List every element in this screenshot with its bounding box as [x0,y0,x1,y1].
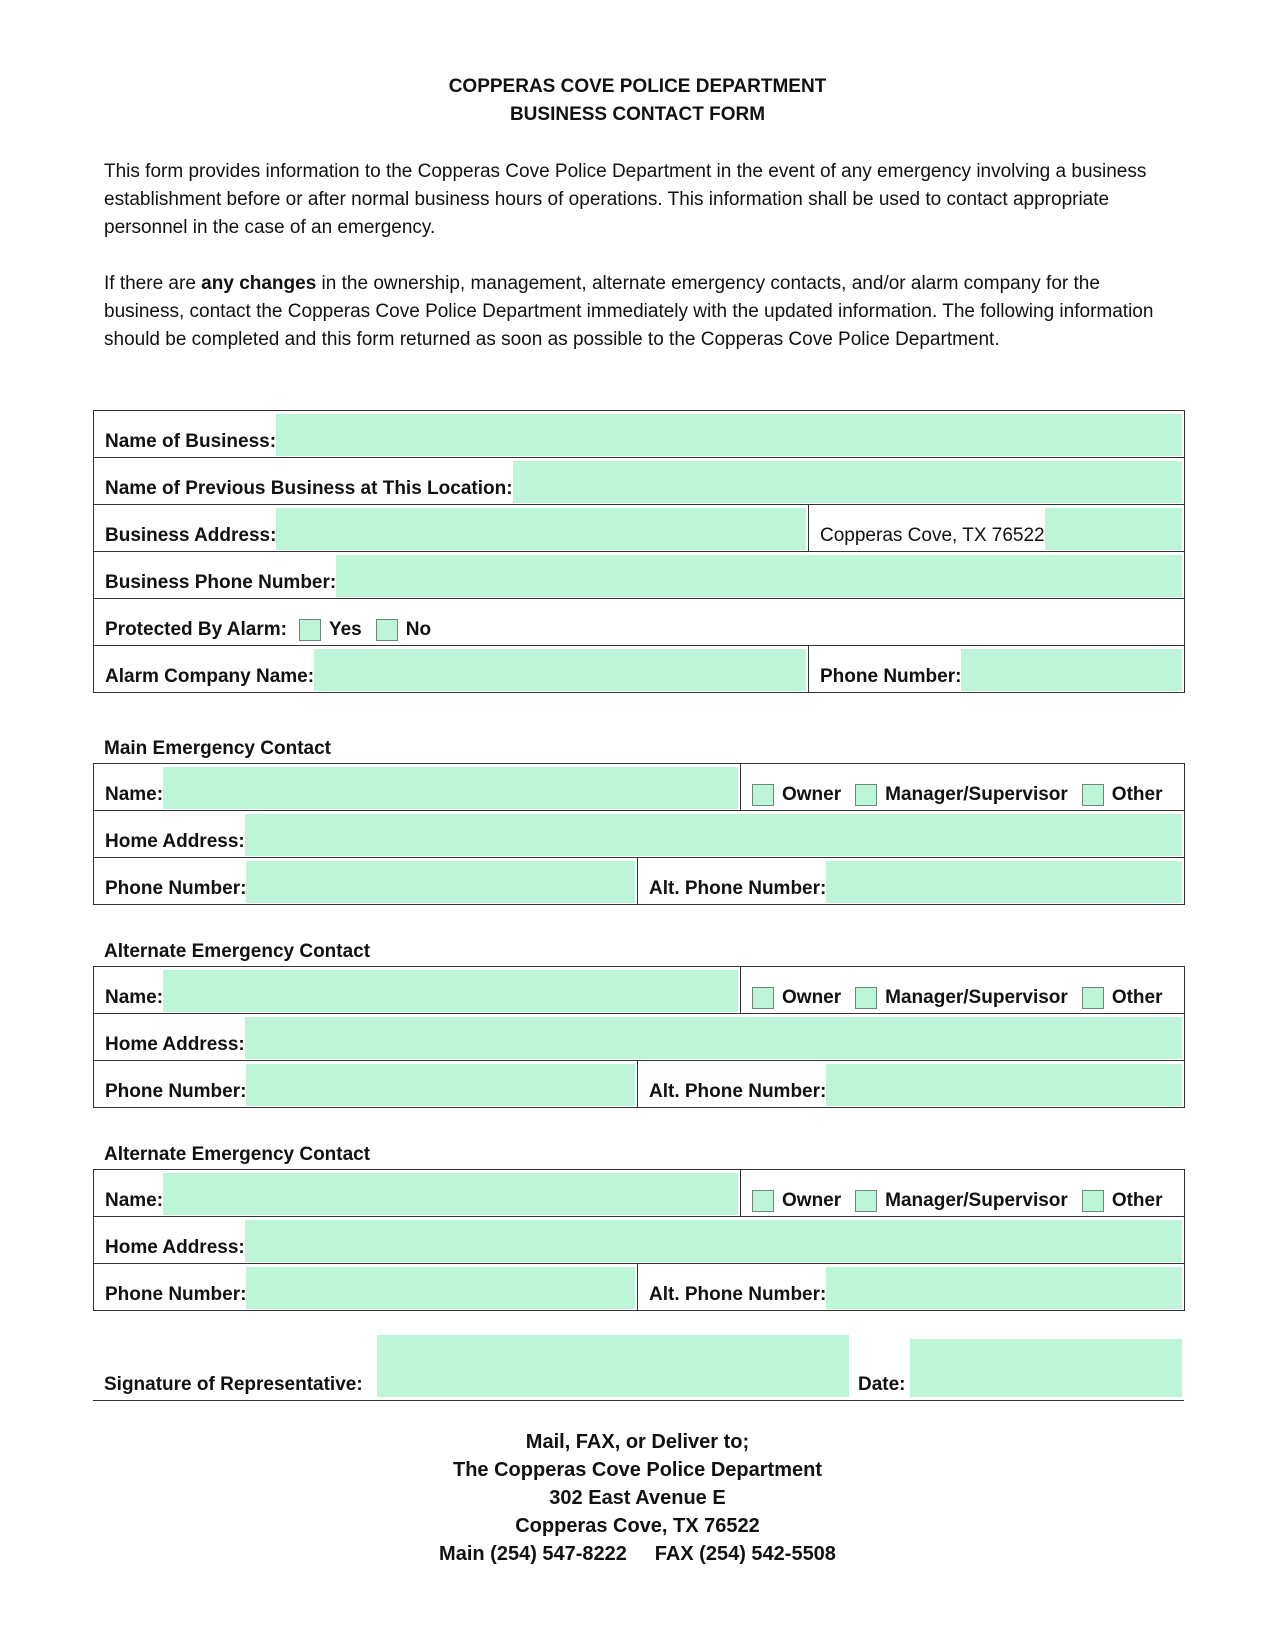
business-name-label: Name of Business: [105,431,277,452]
contact-name-row [94,1170,1185,1217]
home-address-label: Home Address: [105,831,245,852]
alt-phone-label: Alt. Phone Number: [649,1284,827,1305]
date-field[interactable] [910,1339,1182,1397]
owner-label: Owner [782,1190,842,1211]
manager-label: Manager/Supervisor [885,1190,1068,1211]
phone-label: Phone Number: [105,1081,247,1102]
home-address-row [94,1014,1185,1061]
form-agency-title: COPPERAS COVE POLICE DEPARTMENT [448,76,827,97]
contact-section-title: Alternate Emergency Contact [104,1144,371,1165]
home-address-label: Home Address: [105,1237,245,1258]
alt-phone-label: Alt. Phone Number: [649,878,827,899]
other-label: Other [1111,784,1163,805]
home-address-field[interactable] [245,1220,1182,1262]
business-address-label: Business Address: [105,525,277,546]
contact-name-row [94,967,1185,1014]
signature-label: Signature of Representative: [104,1374,363,1395]
contact-name-field[interactable] [163,767,738,809]
intro-paragraph-2 [104,270,1179,354]
alarm-row [94,599,1185,646]
manager-checkbox[interactable] [855,1190,877,1212]
contact-name-label: Name: [105,1190,164,1211]
business-name-field[interactable] [276,414,1182,456]
previous-business-label: Name of Previous Business at This Location: [105,478,513,499]
alarm-company-label: Alarm Company Name: [105,666,315,687]
owner-checkbox[interactable] [752,987,774,1009]
footer-street: 302 East Avenue E [549,1487,726,1509]
phone-field[interactable] [246,1064,635,1106]
date-label: Date: [858,1374,906,1395]
alt-phone-field[interactable] [826,1267,1182,1309]
business-info-table [93,410,1185,693]
alarm-yes-label: Yes [328,619,362,640]
contact-phone-row [94,1061,1185,1108]
alternate-contact-table-2 [93,1169,1185,1311]
owner-checkbox[interactable] [752,1190,774,1212]
alarm-label: Protected By Alarm: [105,619,287,640]
footer-instruction: Mail, FAX, or Deliver to; [525,1431,750,1453]
business-name-row [94,411,1185,458]
manager-checkbox[interactable] [855,784,877,806]
alarm-company-field[interactable] [314,649,806,691]
alarm-company-row [94,646,1185,693]
contact-section-title: Main Emergency Contact [104,738,331,759]
other-checkbox[interactable] [1082,987,1104,1009]
other-checkbox[interactable] [1082,1190,1104,1212]
other-label: Other [1111,1190,1163,1211]
intro-text: If there are [104,273,202,294]
alarm-phone-field[interactable] [961,649,1182,691]
alarm-phone-label: Phone Number: [820,666,962,687]
contact-phone-row [94,858,1185,905]
manager-checkbox[interactable] [855,987,877,1009]
alarm-no-label: No [405,619,432,640]
home-address-field[interactable] [245,814,1182,856]
alt-phone-field[interactable] [826,861,1182,903]
alternate-contact-table-1 [93,966,1185,1108]
manager-label: Manager/Supervisor [885,784,1068,805]
business-phone-label: Business Phone Number: [105,572,337,593]
contact-name-label: Name: [105,987,164,1008]
owner-label: Owner [782,784,842,805]
alt-phone-field[interactable] [826,1064,1182,1106]
alarm-no-checkbox[interactable] [376,619,398,641]
home-address-label: Home Address: [105,1034,245,1055]
form-title: BUSINESS CONTACT FORM [509,104,766,125]
owner-label: Owner [782,987,842,1008]
main-contact-table [93,763,1185,905]
contact-name-row [94,764,1185,811]
contact-name-field[interactable] [163,1173,738,1215]
alt-phone-label: Alt. Phone Number: [649,1081,827,1102]
contact-name-field[interactable] [163,970,738,1012]
owner-checkbox[interactable] [752,784,774,806]
footer-department: The Copperas Cove Police Department [453,1459,822,1481]
city-state-zip-field[interactable] [1045,508,1182,550]
previous-business-field[interactable] [513,461,1182,503]
date-line [846,1400,1184,1401]
phone-field[interactable] [246,861,635,903]
signature-field[interactable] [377,1335,849,1397]
signature-line [93,1400,846,1401]
phone-label: Phone Number: [105,878,247,899]
business-phone-field[interactable] [336,555,1182,597]
phone-field[interactable] [246,1267,635,1309]
other-label: Other [1111,987,1163,1008]
manager-label: Manager/Supervisor [885,987,1068,1008]
contact-phone-row [94,1264,1185,1311]
phone-label: Phone Number: [105,1284,247,1305]
business-address-row [94,505,1185,552]
intro-text: in the ownership, management, alternate emergency contacts, and/or alarm company for the business, contact the Copperas Cove Police Department immediately with the updated information. The following information should be completed and this form returned as soon as possible to the Copperas Cove Police Department. [104,273,1154,350]
previous-business-row [94,458,1185,505]
footer-phone-fax: Main (254) 547-8222 FAX (254) 542-5508 [439,1543,836,1565]
footer-city: Copperas Cove, TX 76522 [515,1515,760,1537]
business-phone-row [94,552,1185,599]
alarm-yes-checkbox[interactable] [299,619,321,641]
intro-emphasis: any changes [201,273,317,294]
intro-paragraph-1: This form provides information to the Copperas Cove Police Department in the event of any emergency involving a business establishment before or after normal business hours of operations. This information shall be used to contact appropriate personnel in the case of an emergency. [104,161,1147,238]
contact-section-title: Alternate Emergency Contact [104,941,371,962]
other-checkbox[interactable] [1082,784,1104,806]
contact-name-label: Name: [105,784,164,805]
home-address-field[interactable] [245,1017,1182,1059]
city-state-zip: Copperas Cove, TX 76522 [820,525,1045,546]
home-address-row [94,1217,1185,1264]
business-address-field[interactable] [276,508,806,550]
home-address-row [94,811,1185,858]
